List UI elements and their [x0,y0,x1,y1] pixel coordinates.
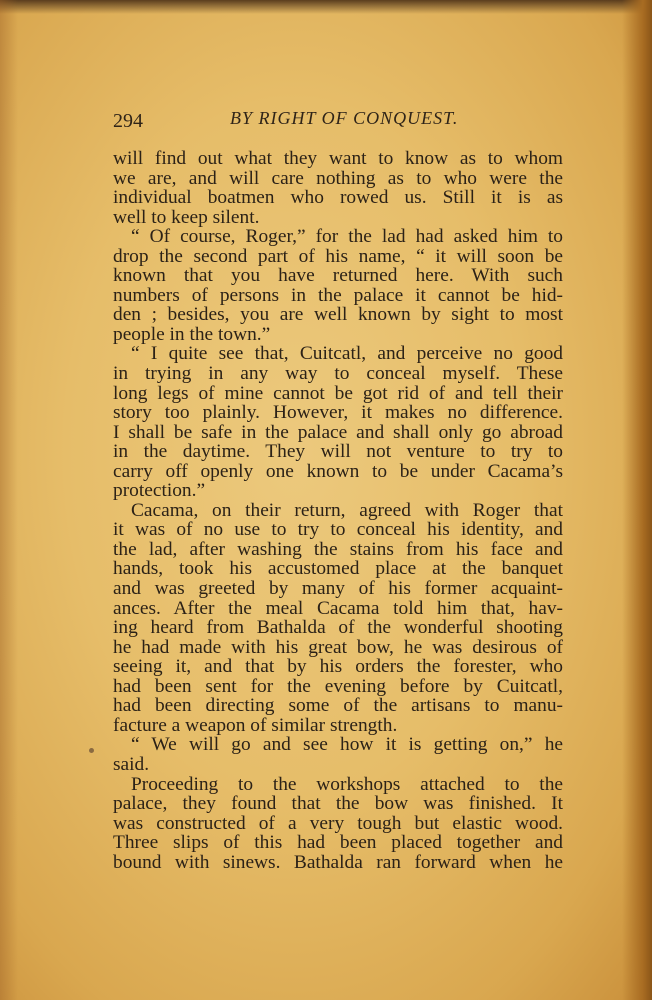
text-line: den ; besides, you are well known by sight to most [113,304,563,326]
text-line: ances. After the meal Cacama told him that, hav- [113,597,563,619]
text-line: Three slips of this had been placed together and [113,832,563,854]
text-line: in the daytime. They will not venture to try to [113,441,563,463]
text-line: protection.” [113,480,206,502]
text-line: well to keep silent. [113,206,260,228]
text-line: “ I quite see that, Cuitcatl, and perceive no good [131,343,563,365]
text-line: hands, took his accustomed place at the banquet [113,558,563,580]
text-line: carry off openly one known to be under Cacama’s [113,460,563,482]
text-line: numbers of persons in the palace it cannot be hid- [113,284,563,306]
text-line: said. [113,753,150,775]
text-line: it was of no use to try to conceal his identity, and [113,519,563,541]
paper-blemish [89,748,94,753]
page-left-edge [0,0,18,1000]
text-line: palace, they found that the bow was finished. It [113,793,563,815]
text-line: Proceeding to the workshops attached to the [131,773,563,795]
text-line: long legs of mine cannot be got rid of and tell their [113,382,563,404]
text-line: known that you have returned here. With such [113,265,563,287]
text-line: drop the second part of his name, “ it will soon be [113,245,563,267]
text-line: and was greeted by many of his former acquaint- [113,578,563,600]
text-line: he had made with his great bow, he was desirous of [113,636,563,658]
text-line: was constructed of a very tough but elastic wood. [113,812,563,834]
text-line: I shall be safe in the palace and shall only go abroad [113,421,563,443]
text-line: we are, and will care nothing as to who were the [113,167,563,189]
page-right-edge [622,0,652,1000]
text-line: the lad, after washing the stains from his face and [113,538,563,560]
text-line: had been directing some of the artisans to manu- [113,695,563,717]
text-line: in trying in any way to conceal myself. These [113,363,563,385]
text-line: “ Of course, Roger,” for the lad had asked him to [131,226,563,248]
page-number: 294 [113,110,143,132]
page-header [113,106,563,136]
text-line: “ We will go and see how it is getting on,” he [131,734,563,756]
text-line: story too plainly. However, it makes no difference. [113,402,563,424]
text-line: seeing it, and that by his orders the forester, who [113,656,563,678]
text-line: will find out what they want to know as to whom [113,148,563,169]
page-top-edge [0,0,652,14]
text-line: individual boatmen who rowed us. Still it is as [113,187,563,209]
text-line: Cacama, on their return, agreed with Roger that [131,499,563,521]
text-line: had been sent for the evening before by Cuitcatl, [113,675,563,697]
text-line: ing heard from Bathalda of the wonderful shooting [113,617,563,639]
text-line: facture a weapon of similar strength. [113,714,398,736]
text-line: people in the town.” [113,323,271,345]
text-line: bound with sinews. Bathalda ran forward when he [113,851,563,873]
body-text [113,149,563,872]
running-head: BY RIGHT OF CONQUEST. [230,108,459,128]
